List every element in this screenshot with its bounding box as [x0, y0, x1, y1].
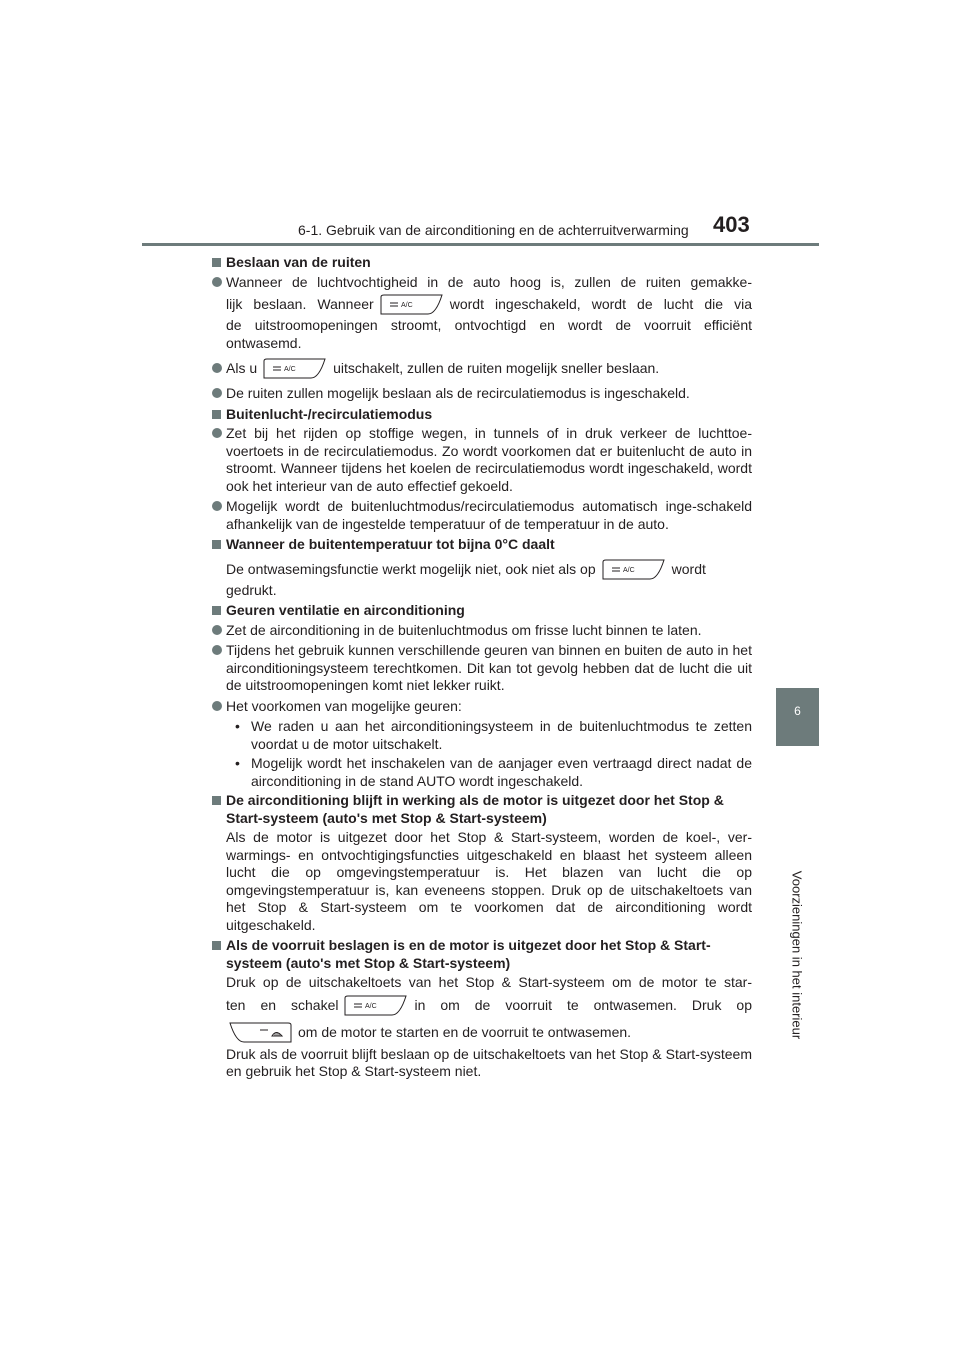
chapter-number: 6: [794, 704, 801, 718]
paragraph: Als de motor is uitgezet door het Stop & Start-systeem, worden de koel-, ver-warmings- en ontvochtigingsfuncties uitgeschakeld en blaast het systeem alleen lucht die op omgevingstemperatuur is. Het blazen van lucht die op omgevingstemperatuur is, kan eveneens stoppen. Druk op de uitschakeltoets van het Stop & Start-systeem om te voorkomen dat de airconditioning wordt uitgeschakeld.: [226, 829, 752, 933]
square-bullet-icon: [212, 540, 221, 549]
square-bullet-icon: [212, 606, 221, 615]
section-heading: De airconditioning blijft in werking als de motor is uitgezet door het Stop & Start-systeem (auto's met Stop & Start-systeem): [211, 792, 752, 827]
circle-bullet-icon: [212, 388, 222, 398]
svg-text:A/C: A/C: [622, 566, 635, 574]
paragraph: Druk op de uitschakeltoets van het Stop & Start-systeem om de motor te star- ten en schakel A/C in om de voorruit te ontwasemen. Druk op om de motor te starten en de voorruit te ontwasemen. Druk als de voorruit blijft beslaan op de uitschakeltoets van het Stop & Start-systeem en gebruik het Stop & Start-systeem niet.: [226, 974, 752, 1079]
bullet-item: Als u A/C uitschakelt, zullen de ruiten mogelijk sneller beslaan.: [211, 355, 752, 382]
ac-button-icon: [380, 294, 444, 316]
circle-bullet-icon: [212, 645, 222, 655]
ac-button-icon: [602, 559, 666, 581]
circle-bullet-icon: [212, 363, 222, 373]
section-heading: Wanneer de buitentemperatuur tot bijna 0°C daalt: [211, 536, 752, 554]
circle-bullet-icon: [212, 625, 222, 635]
bullet-item: De ruiten zullen mogelijk beslaan als de recirculatiemodus is ingeschakeld.: [211, 385, 752, 403]
section-heading: Geuren ventilatie en airconditioning: [211, 602, 752, 620]
page-number: 403: [713, 212, 750, 237]
bullet-item: Tijdens het gebruik kunnen verschillende geuren van binnen en buiten de auto in het airconditioningsysteem terechtkomen. Dit kan tot gevolg hebben dat de lucht die uit de uitstroomopeningen komt niet lekker ruikt.: [211, 642, 752, 695]
svg-text:A/C: A/C: [400, 302, 413, 310]
chapter-title: Voorzieningen in het interieur: [789, 870, 805, 1040]
section-geuren: [211, 602, 752, 790]
sub-list-item: • Mogelijk wordt het inschakelen van de aanjager even vertraagd direct nadat de airconditioning in de stand AUTO wordt ingeschakeld.: [235, 755, 752, 789]
paragraph: De ontwasemingsfunctie werkt mogelijk niet, ook niet als op A/C wordt gedrukt.: [226, 560, 706, 598]
section-beslaan: [211, 254, 752, 403]
page-header: [0, 0, 960, 250]
defroster-button-icon: [226, 1022, 292, 1044]
square-bullet-icon: [212, 796, 221, 805]
svg-text:A/C: A/C: [284, 366, 296, 374]
chapter-tab: [776, 688, 819, 746]
ac-button-icon: [344, 995, 408, 1017]
section-voorruit-beslagen: [211, 937, 752, 1081]
circle-bullet-icon: [212, 277, 222, 287]
section-heading: Beslaan van de ruiten: [211, 254, 752, 272]
circle-bullet-icon: [212, 428, 222, 438]
square-bullet-icon: [212, 258, 221, 267]
section-title: 6-1. Gebruik van de airconditioning en de achterruitverwarming: [298, 222, 689, 238]
sub-list-item: • We raden u aan het airconditioningsysteem in de buitenluchtmodus te zetten voordat u de motor uitschakelt.: [235, 718, 752, 752]
square-bullet-icon: [212, 941, 221, 950]
section-buitenlucht: [211, 406, 752, 534]
section-stop-start-werking: [211, 792, 752, 934]
bullet-item: Het voorkomen van mogelijke geuren:: [211, 698, 752, 716]
bullet-item: Zet de airconditioning in de buitenluchtmodus om frisse lucht binnen te laten.: [211, 622, 752, 640]
section-buitentemperatuur: [211, 536, 752, 599]
bullet-item: Wanneer de luchtvochtigheid in de auto hoog is, zullen de ruiten gemakke- lijk beslaan. Wanneer A/C wordt ingeschakeld, wordt de lucht die via de uitstroomopeningen stroomt, ontvochtigd en wordt de voorruit efficiënt ontwasemd.: [211, 274, 752, 353]
ac-button-icon: [263, 358, 327, 380]
section-heading: Buitenlucht-/recirculatiemodus: [211, 406, 752, 424]
header-rule: [142, 243, 819, 246]
circle-bullet-icon: [212, 701, 222, 711]
bullet-item: Zet bij het rijden op stoffige wegen, in tunnels of in druk verkeer de luchttoe-voertoets in de recirculatiemodus. Zo wordt voorkomen dat er buitenlucht de auto in stroomt. Wanneer tijdens het koelen de recirculatiemodus wordt ingeschakeld, wordt ook het interieur van de auto effectief gekoeld.: [211, 425, 752, 495]
bullet-item: Mogelijk wordt de buitenluchtmodus/recirculatiemodus automatisch inge-schakeld afhankelijk van de ingestelde temperatuur of de temperatuur in de auto.: [211, 498, 752, 533]
svg-text:A/C: A/C: [365, 1002, 378, 1010]
section-heading: Als de voorruit beslagen is en de motor is uitgezet door het Stop & Start-systeem (auto's met Stop & Start-systeem): [211, 937, 752, 972]
page-content: [211, 254, 752, 1084]
circle-bullet-icon: [212, 501, 222, 511]
square-bullet-icon: [212, 410, 221, 419]
